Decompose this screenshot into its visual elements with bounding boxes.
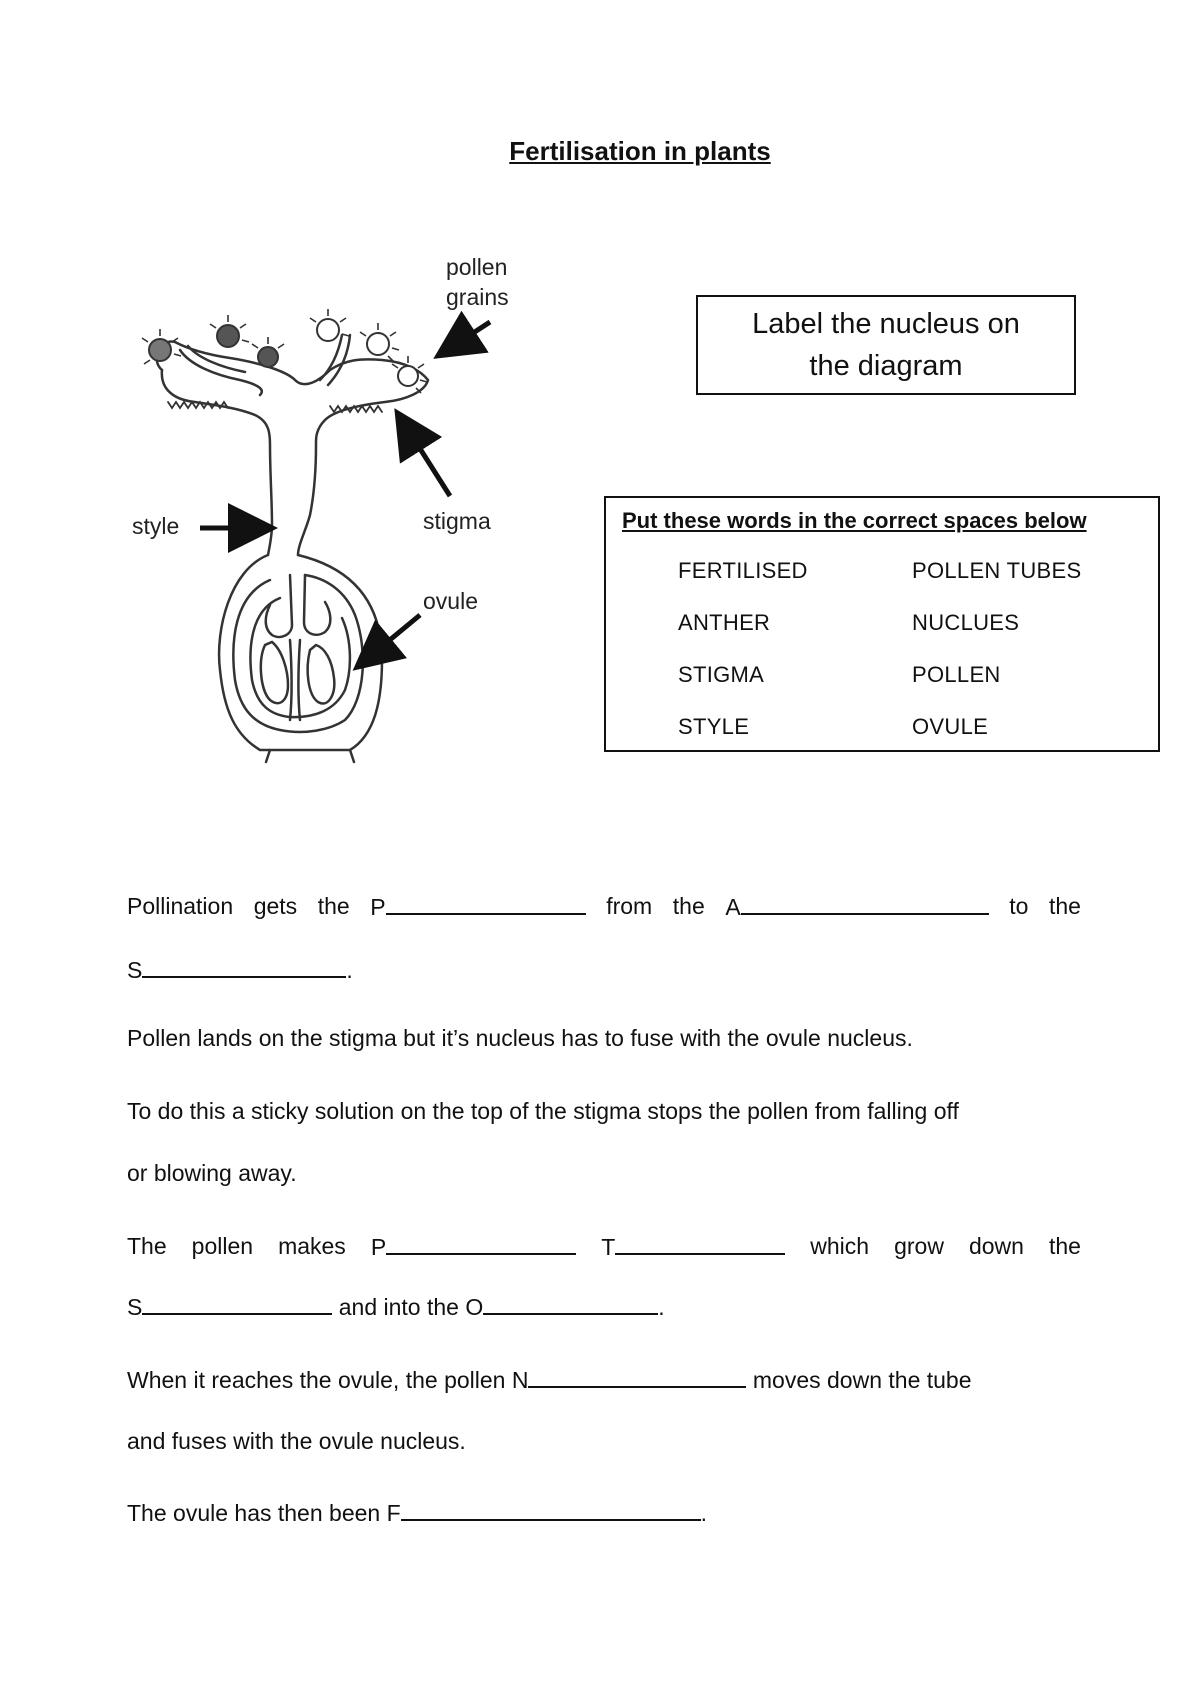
- sentence-1-line-1: [127, 893, 1081, 921]
- text-word: from: [606, 893, 653, 919]
- nucleus-instruction-box: [696, 295, 1076, 395]
- blank-line[interactable]: [483, 1293, 658, 1315]
- text-word: makes: [278, 1233, 346, 1259]
- sentence-3-line-1: To do this a sticky solution on the top of the stigma stops the pollen from falling off: [127, 1098, 959, 1124]
- blank-line[interactable]: [386, 1233, 576, 1255]
- blank-line[interactable]: [615, 1233, 785, 1255]
- text-word: Pollination: [127, 893, 234, 919]
- sentence-6: The ovule has then been F .: [127, 1500, 708, 1526]
- nucleus-instruction-text: Label the nucleus on the diagram: [752, 308, 1020, 382]
- text-word: the: [1048, 1233, 1081, 1259]
- sentence-5-line-1: When it reaches the ovule, the pollen N moves down the tube: [127, 1367, 972, 1393]
- blank-anther[interactable]: A: [725, 893, 988, 921]
- blank-tubes-t[interactable]: T: [601, 1233, 785, 1261]
- carpel-diagram: [120, 230, 540, 810]
- text-word: to: [1009, 893, 1029, 919]
- blank-stigma[interactable]: S: [127, 957, 346, 983]
- sentence-2: Pollen lands on the stigma but it’s nucleus has to fuse with the ovule nucleus.: [127, 1025, 913, 1051]
- blank-line[interactable]: [401, 1499, 701, 1521]
- blank-line[interactable]: [142, 956, 346, 978]
- sentence-4-line-1: [127, 1233, 1081, 1261]
- blank-line[interactable]: [528, 1366, 746, 1388]
- sentence-1-line-2: S .: [127, 957, 353, 983]
- text-word: the: [317, 893, 350, 919]
- text-word: down: [968, 1233, 1024, 1259]
- blank-fertilised[interactable]: F: [387, 1500, 701, 1526]
- blank-pollen[interactable]: P: [370, 893, 585, 921]
- word-bank-item: OVULE: [912, 714, 989, 739]
- word-bank-heading: Put these words in the correct spaces below: [622, 508, 1087, 533]
- blank-ovule[interactable]: O: [465, 1294, 658, 1320]
- blank-line[interactable]: [741, 893, 989, 915]
- sentence-3-line-2: or blowing away.: [127, 1160, 297, 1186]
- page-title: Fertilisation in plants: [509, 136, 771, 166]
- blank-style[interactable]: S: [127, 1294, 332, 1320]
- word-bank-item: POLLEN TUBES: [912, 558, 1082, 583]
- text-word: The: [127, 1233, 167, 1259]
- word-bank-item: STYLE: [678, 714, 750, 739]
- label-grains: grains: [446, 284, 509, 310]
- word-bank-item: NUCLUES: [912, 610, 1020, 635]
- label-ovule: ovule: [423, 588, 478, 614]
- label-style: style: [132, 513, 180, 539]
- sentence-5-line-2: and fuses with the ovule nucleus.: [127, 1428, 466, 1454]
- text-word: pollen: [191, 1233, 254, 1259]
- blank-line[interactable]: [386, 893, 586, 915]
- text-word: the: [672, 893, 705, 919]
- label-pollen: pollen: [446, 254, 508, 280]
- word-bank-item: STIGMA: [678, 662, 765, 687]
- text-word: gets: [253, 893, 298, 919]
- text-word: which: [810, 1233, 870, 1259]
- blank-line[interactable]: [142, 1293, 332, 1315]
- text-word: the: [1048, 893, 1081, 919]
- blank-nucleus[interactable]: N: [512, 1367, 747, 1393]
- word-bank-item: POLLEN: [912, 662, 1001, 687]
- label-stigma: stigma: [423, 508, 491, 534]
- sentence-4-line-2: S and into the O .: [127, 1294, 665, 1320]
- word-bank-item: FERTILISED: [678, 558, 808, 583]
- blank-pollen-p[interactable]: P: [371, 1233, 576, 1261]
- word-bank-box: [604, 496, 1160, 752]
- text-word: grow: [894, 1233, 944, 1259]
- word-bank-item: ANTHER: [678, 610, 771, 635]
